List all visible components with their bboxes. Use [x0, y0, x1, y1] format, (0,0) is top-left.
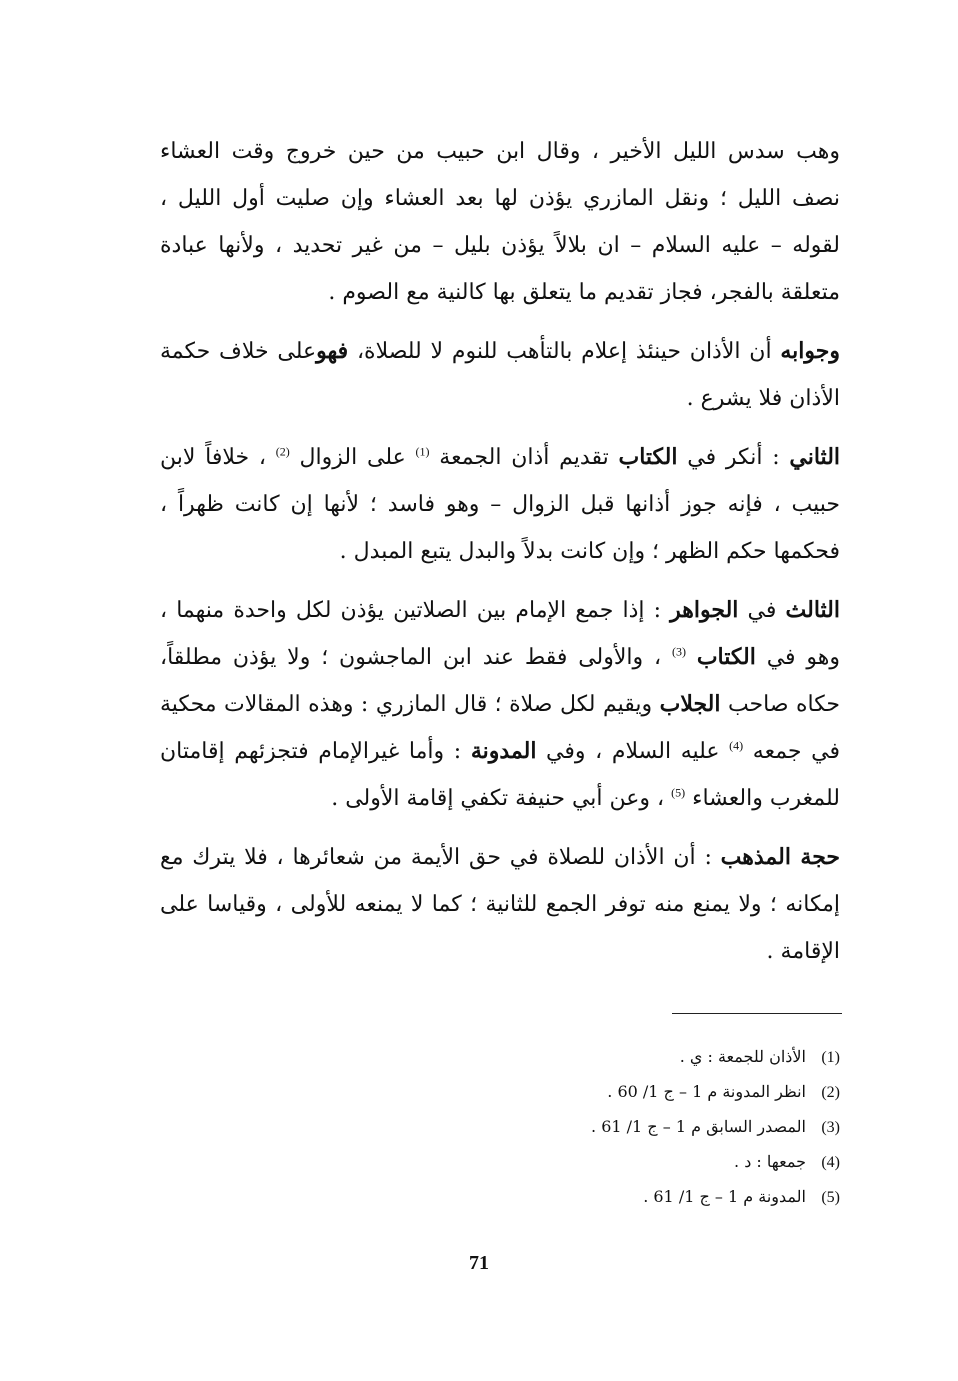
footnote-text: المصدر السابق م 1 – ج 1/ 61 . — [591, 1117, 806, 1136]
bold-term: الجلاب — [659, 691, 721, 717]
footnote-separator — [672, 1013, 842, 1014]
text-run: ، خلافاً لابن حبيب ، فإنه جوز أذانها قبل الزوال – وهو فاسد ؛ لأنها إن كانت ظهراً ، فحكمها حكم الظهر ؛ وإن كانت بدلاً والبدل يتبع المبدل . — [160, 445, 840, 564]
paragraph — [160, 834, 840, 975]
bold-term: الثاني — [789, 444, 841, 470]
footnotes-list — [430, 1040, 840, 1215]
footnote-text: جمعها : د . — [734, 1152, 806, 1171]
paragraph — [160, 328, 840, 422]
text-run — [686, 645, 697, 670]
bold-term: المدونة — [470, 738, 537, 764]
footnote-number: (2) — [821, 1084, 840, 1101]
text-run: وهب سدس الليل الأخير ، وقال ابن حبيب من حين خروج وقت العشاء نصف الليل ؛ ونقل المازري يؤذن لها بعد العشاء وإن صليت أول الليل ، لقوله – عليه السلام – ان بلالاً يؤذن بليل – من غير تحديد ، ولأنها عبادة متعلقة بالفجر، فجاز تقديم ما يتعلق بها كالنية مع الصوم . — [160, 139, 840, 305]
text-run: : أن الأذان للصلاة في حق الأيمة من شعائرها ، فلا يترك مع إمكانه ؛ ولا يمنع منه توفر الجمع للثانية ؛ كما لا يمنعه للأولى ، وقياسا على الإقامة . — [160, 845, 840, 964]
bold-term: وجوابه — [780, 338, 840, 364]
text-run: تقديم أذان الجمعة — [429, 445, 619, 470]
paragraph — [160, 434, 840, 575]
text-run: : وأما غيرالإمام فتجزئهم إقامتان للمغرب والعشاء — [160, 739, 840, 811]
bold-term: الكتاب — [618, 444, 678, 470]
text-run: عليه السلام ، وفي — [536, 739, 730, 764]
footnote-item — [430, 1075, 840, 1110]
footnote-item — [430, 1145, 840, 1180]
text-run: ويقيم لكل صلاة ؛ قال المازري : وهذه المقالات محكية في جمعه — [160, 692, 840, 764]
footnote-ref: (5) — [671, 785, 686, 800]
text-run: : إذا جمع الإمام بين الصلاتين يؤذن لكل واحدة منهما ، وهو في — [160, 598, 840, 670]
footnote-ref: (2) — [275, 444, 290, 459]
paragraph — [160, 587, 840, 822]
footnote-text: الأذان للجمعة : ي . — [679, 1047, 806, 1066]
footnote-number: (3) — [821, 1119, 840, 1136]
bold-term: الكتاب — [696, 644, 756, 670]
footnote-number: (5) — [821, 1189, 840, 1206]
text-run: في — [738, 598, 786, 623]
page-number: 71 — [469, 1252, 489, 1274]
footnote-number: (4) — [821, 1154, 840, 1171]
bold-term: الثالث — [785, 597, 840, 623]
footnote-text: المدونة م 1 – ج 1/ 61 . — [643, 1187, 806, 1206]
bold-term: حجة المذهب — [720, 844, 840, 870]
footnote-text: انظر المدونة م 1 – ج 1/ 60 . — [607, 1082, 806, 1101]
main-text — [160, 128, 840, 987]
text-run: ، وعن أبي حنيفة تكفي إقامة الأولى . — [331, 786, 672, 811]
footnote-ref: (3) — [671, 644, 686, 659]
text-run: : أنكر في — [677, 445, 790, 470]
footnote-item — [430, 1040, 840, 1075]
footnote-ref: (4) — [729, 738, 744, 753]
bold-term: فهو — [316, 338, 349, 364]
footnote-number: (1) — [821, 1049, 840, 1066]
text-run: على الزوال — [289, 445, 416, 470]
footnote-ref: (1) — [415, 444, 430, 459]
bold-term: الجواهر — [670, 597, 739, 623]
text-run: أن الأذان حينئذ إعلام بالتأهب للنوم لا للصلاة، — [348, 339, 781, 364]
footnote-item — [430, 1110, 840, 1145]
text-run: على خلاف حكمة الأذان فلا يشرع . — [160, 339, 840, 411]
paragraph — [160, 128, 840, 316]
text-run: ، والأولى فقط عند ابن الماجشون ؛ ولا يؤذن مطلقاً، حكاه صاحب — [160, 645, 840, 717]
footnote-item — [430, 1180, 840, 1215]
